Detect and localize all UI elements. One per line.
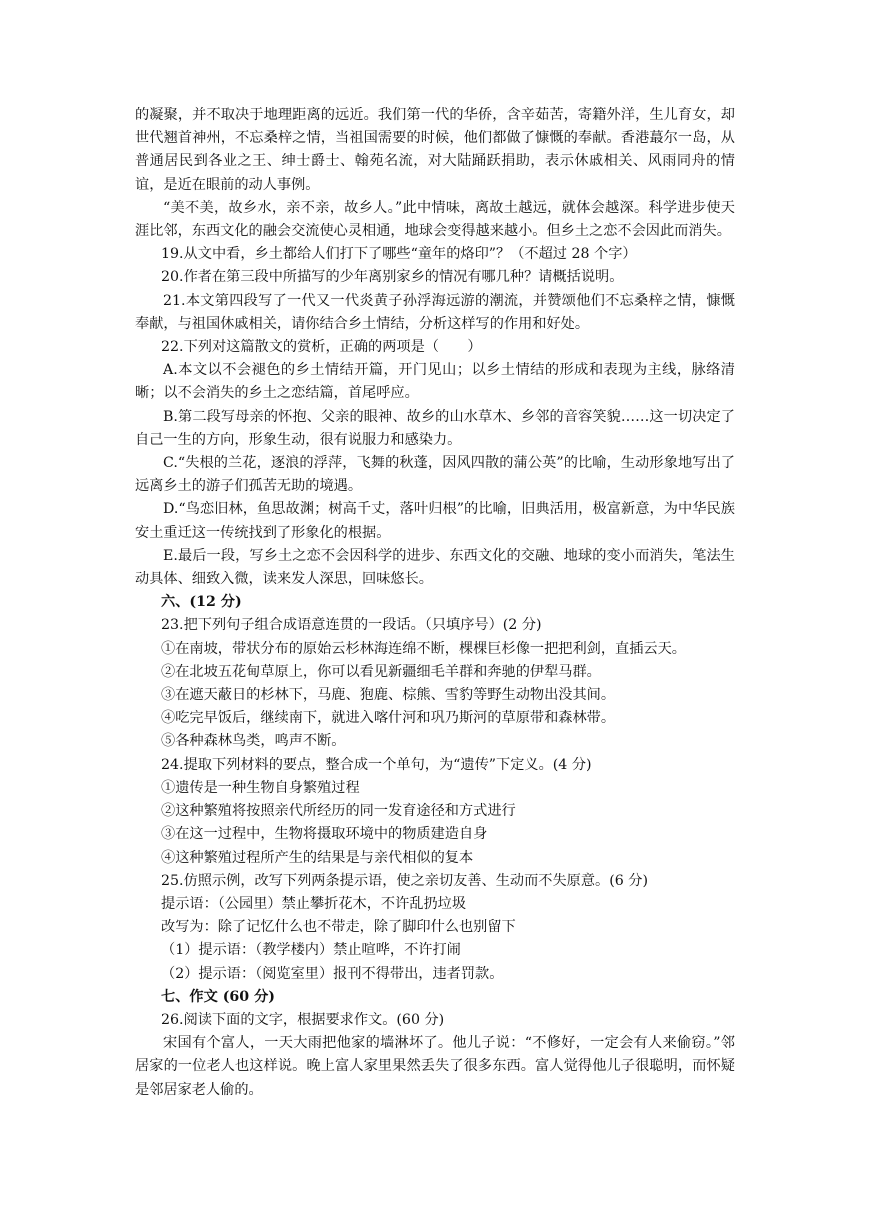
option-e: E.最后一段，写乡土之恋不会因科学的进步、东西文化的交融、地球的变小而消失，笔法生动具体、细致入微，读来发人深思，回味悠长。 — [135, 547, 735, 588]
list-item: ①在南坡，带状分布的原始云杉林海连绵不断，棵棵巨杉像一把把利剑，直插云天。 — [161, 640, 686, 657]
list-item: （2）提示语：（阅览室里）报刊不得带出，违者罚款。 — [161, 965, 504, 982]
question-25: 25.仿照示例，改写下列两条提示语，使之亲切友善、生动而不失原意。(6 分) — [161, 872, 648, 889]
list-item: ④这种繁殖过程所产生的结果是与亲代相似的复本 — [161, 849, 474, 866]
section-heading: 六、(12 分) — [161, 594, 242, 611]
list-item: （1）提示语：（教学楼内）禁止喧哗，不许打闹 — [161, 942, 461, 959]
option-b: B.第二段写母亲的怀抱、父亲的眼神、故乡的山水草木、乡邻的音容笑貌……这一切决定了自己一生的方向，形象生动，很有说服力和感染力。 — [135, 408, 735, 448]
document-body — [135, 104, 735, 1102]
option-a: A.本文以不会褪色的乡土情结开篇，开门见山；以乡土情结的形成和表现为主线，脉络清晰；以不会消失的乡土之恋结篇，首尾呼应。 — [135, 362, 735, 402]
list-item: ③在遮天蔽日的杉林下，马鹿、狍鹿、棕熊、雪豹等野生动物出没其间。 — [161, 687, 616, 704]
question-20: 20.作者在第三段中所描写的少年离别家乡的情况有哪几种？请概括说明。 — [161, 269, 624, 286]
section-heading: 七、作文 (60 分) — [161, 988, 275, 1005]
question-24: 24.提取下列材料的要点，整合成一个单句，为“遗传”下定义。(4 分) — [161, 756, 592, 773]
list-item: ①遗传是一种生物自身繁殖过程 — [161, 779, 360, 796]
passage-paragraph: “美不美，故乡水，亲不亲，故乡人。”此中情味，离故土越远，就体会越深。科学进步使天涯比邻，东西文化的融会交流使心灵相通，地球会变得越来越小。但乡土之恋不会因此而消失。 — [135, 199, 735, 240]
list-item: ②在北坡五花甸草原上，你可以看见新疆细毛羊群和奔驰的伊犁马群。 — [161, 663, 601, 680]
list-item: ②这种繁殖将按照亲代所经历的同一发育途径和方式进行 — [161, 803, 516, 820]
example-prompt: 提示语：（公园里）禁止攀折花木，不许乱扔垃圾 — [161, 895, 467, 912]
list-item: ③在这一过程中，生物将摄取环境中的物质建造自身 — [161, 826, 488, 843]
list-item: ④吃完早饭后，继续南下，就进入喀什河和巩乃斯河的草原带和森林带。 — [161, 710, 616, 727]
question-21: 21.本文第四段写了一代又一代炎黄子孙浮海远游的潮流，并赞颂他们不忘桑梓之情，慷慨奉献，与祖国休戚相关，请你结合乡土情结，分析这样写的作用和好处。 — [135, 292, 735, 332]
question-19: 19.从文中看，乡土都给人们打下了哪些“童年的烙印”？（不超过 28 个字） — [161, 246, 637, 263]
question-26: 26.阅读下面的文字，根据要求作文。(60 分) — [161, 1011, 445, 1028]
option-d: D.“鸟恋旧林，鱼思故渊；树高千丈，落叶归根”的比喻，旧典活用，极富新意，为中华民族安土重迁这一传统找到了形象化的根据。 — [135, 501, 735, 541]
story-paragraph: 宋国有个富人，一天大雨把他家的墙淋坏了。他儿子说：“不修好，一定会有人来偷窃。”邻居家的一位老人也这样说。晚上富人家里果然丢失了很多东西。富人觉得他儿子很聪明，而怀疑是邻居家老人偷的。 — [135, 1035, 735, 1098]
example-rewrite: 改写为：除了记忆什么也不带走，除了脚印什么也别留下 — [161, 919, 516, 936]
option-c: C.“失根的兰花，逐浪的浮萍，飞舞的秋蓬，因风四散的蒲公英”的比喻，生动形象地写出了远离乡土的游子们孤苦无助的境遇。 — [135, 455, 735, 495]
list-item: ⑤各种森林鸟类，鸣声不断。 — [161, 733, 346, 750]
passage-paragraph: 的凝聚，并不取决于地理距离的远近。我们第一代的华侨，含辛茹苦，寄籍外洋，生儿育女，却世代翘首神州，不忘桑梓之情，当祖国需要的时候，他们都做了慷慨的奉献。香港蕞尔一岛，从普通居民到各业之王、绅士爵士、翰苑名流，对大陆踊跃捐助，表示休戚相关、风雨同舟的情谊，是近在眼前的动人事例。 — [135, 107, 735, 193]
question-22: 22.下列对这篇散文的赏析，正确的两项是（ ） — [161, 339, 482, 356]
question-23: 23.把下列句子组合成语意连贯的一段话。（只填序号）(2 分) — [161, 617, 542, 634]
